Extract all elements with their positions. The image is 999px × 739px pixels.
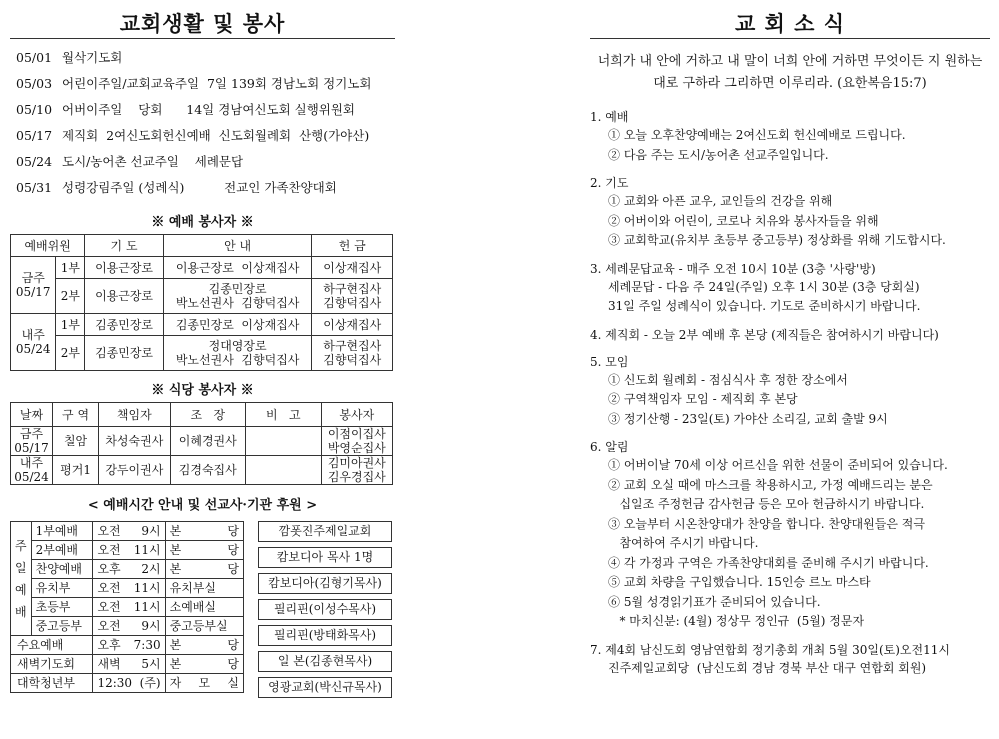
time-place-cell: 본 당 [165,560,243,579]
news-line: ② 다음 주는 도시/농어촌 선교주일입니다. [608,147,829,162]
schedule-text: 도시/농어촌 선교주일 세례문답 [62,154,244,169]
news-section-heading: 7. 제4회 남신도회 영남연합회 정기총회 개최 5월 30일(토)오전11시 [590,642,950,657]
time-time-cell: 12:30 (주) [93,674,165,693]
mission-support-list [258,521,392,703]
time-time-cell: 오전 9시 [93,522,165,541]
table-row [11,336,393,371]
area-cell: 칠암 [52,427,98,456]
news-section-heading: 3. 세례문답교육 - 매주 오전 10시 10분 (3층 '사랑'방) [590,261,876,276]
date-cell: 금주 05/17 [11,427,53,456]
usher-cell: 정대영장로 박노선권사 김향덕집사 [163,336,312,371]
church-life-title: 교회생활 및 봉사 [119,11,286,36]
time-name-cell: 1부예배 [31,522,93,541]
note-cell [246,427,322,456]
usher-cell: 이용근장로 이상재집사 [163,257,312,279]
news-section-heading: 2. 기도 [590,176,629,190]
time-time-cell: 새벽 5시 [93,655,165,674]
schedule-date: 05/17 [16,128,53,143]
service-cell: 2부 [56,279,85,314]
time-name-cell: 중고등부 [31,617,93,636]
news-line: ② 구역책임자 모임 - 제직회 후 본당 [608,392,798,406]
time-place-cell: 본 당 [165,655,243,674]
news-line: ① 오늘 오후찬양예배는 2여신도회 헌신예배로 드립니다. [608,128,906,142]
schedule-text: 성령강림주일 (성례식) 전교인 가족찬양대회 [62,180,337,195]
time-name-cell: 찬양예배 [31,560,93,579]
time-time-cell: 오전 11시 [93,579,165,598]
service-cell: 1부 [56,257,85,279]
church-news-title: 교 회 소 식 [734,11,846,36]
schedule-date: 05/31 [16,180,53,195]
service-cell: 1부 [56,314,85,336]
col-header: 날짜 [11,403,53,427]
prayer-cell: 이용근장로 [85,257,163,279]
table-row [11,257,393,279]
news-line: ① 어버이날 70세 이상 어르신을 위한 선물이 준비되어 있습니다. [608,458,948,472]
service-times-title: < 예배시간 안내 및 선교사·기관 후원 > [87,498,318,513]
scripture-verse: 너희가 내 안에 거하고 내 말이 너희 안에 거하면 무엇이든 지 원하는 대로 구하라 그리하면 이루리라. (요한복음15:7) [597,54,983,91]
news-line: ② 어버이와 어린이, 코로나 치유와 봉사자들을 위해 [608,213,879,228]
schedule-date: 05/03 [16,76,53,91]
schedule-text: 제직회 2여신도회헌신예배 신도회월례회 산행(가야산) [62,128,370,143]
week-cell: 금주 05/17 [11,257,56,314]
offering-cell: 이상재집사 [312,257,393,279]
schedule-row [10,97,395,123]
col-header: 봉사자 [321,403,392,427]
table-row [11,617,244,636]
col-header: 예배위원 [11,235,85,257]
prayer-cell: 김종민장로 [85,336,163,371]
news-section [590,641,990,679]
time-name-cell: 새벽기도회 [11,655,93,674]
news-section [590,438,990,632]
time-place-cell: 본 당 [165,541,243,560]
right-column [590,0,990,678]
time-name-cell: 수요예배 [11,636,93,655]
table-row [11,279,393,314]
news-section-heading: 4. 제직회 - 오늘 2부 예배 후 본당 (제직들은 참여하시기 바랍니다) [590,327,939,342]
support-item: 일 본(김종현목사) [258,651,392,672]
service-times-table [10,521,244,693]
sunday-worship-label: 주일예배 [15,538,27,619]
service-times-area [10,517,395,697]
news-line: 31일 주일 성례식이 있습니다. 기도로 준비하시기 바랍니다. [608,299,921,313]
news-line: ③ 정기산행 - 23일(토) 가야산 소리길, 교회 출발 9시 [608,411,888,426]
news-line: 십일조 주정헌금 감사헌금 등은 모아 헌금하시기 바랍니다. [608,497,925,511]
news-line: ③ 교회학교(유치부 초등부 중고등부) 정상화를 위해 기도합시다. [608,233,946,247]
news-line: 진주제일교회당 (남신도회 경남 경북 부산 대구 연합회 회원) [608,660,927,675]
news-line: ③ 오늘부터 시온찬양대가 찬양을 합니다. 찬양대원들은 적극 [608,516,925,531]
col-header: 헌 금 [312,235,393,257]
col-header: 안 내 [163,235,312,257]
offering-cell: 이상재집사 [312,314,393,336]
news-line: ① 교회와 아픈 교우, 교인들의 건강을 위해 [608,194,833,208]
time-place-cell: 유치부실 [165,579,243,598]
time-place-cell: 소예배실 [165,598,243,617]
table-header-row [11,235,393,257]
support-item: 필리핀(이성수목사) [258,599,392,620]
monthly-schedule [10,45,395,201]
news-section [590,326,990,344]
usher-cell: 김종민장로 박노선권사 김향덕집사 [163,279,312,314]
kitchen-volunteers-table [10,402,393,485]
col-header: 기 도 [85,235,163,257]
table-header-row [11,403,393,427]
schedule-row [10,123,395,149]
group-label-cell [11,522,32,636]
offering-cell: 하구현집사 김향덕집사 [312,336,393,371]
table-row [11,598,244,617]
time-name-cell: 유치부 [31,579,93,598]
table-row [11,314,393,336]
chief-cell: 김경숙집사 [170,456,246,485]
worship-volunteers-title: ※ 예배 봉사자 ※ [151,215,254,230]
leader-cell: 강두이권사 [99,456,170,485]
table-row [11,655,244,674]
support-item: 깜폿진주제일교회 [258,521,392,542]
schedule-row [10,71,395,97]
volunteers-cell: 이점이집사 박영순집사 [321,427,392,456]
area-cell: 평거1 [52,456,98,485]
schedule-row [10,175,395,201]
time-place-cell: 본 당 [165,522,243,541]
prayer-cell: 김종민장로 [85,314,163,336]
news-section [590,174,990,251]
news-section-heading: 6. 알림 [590,440,629,454]
support-item: 캄보디아(김형기목사) [258,573,392,594]
col-header: 비 고 [246,403,322,427]
support-item: 영광교회(박신규목사) [258,677,392,698]
leader-cell: 차성숙권사 [99,427,170,456]
time-name-cell: 2부예배 [31,541,93,560]
news-line: ⑥ 5월 성경읽기표가 준비되어 있습니다. [608,594,821,609]
news-section [590,108,990,165]
news-line: ① 신도회 월례회 - 점심식사 후 정한 장소에서 [608,372,848,387]
chief-cell: 이혜경권사 [170,427,246,456]
news-line: ② 교회 오실 때에 마스크를 착용하시고, 가정 예배드리는 분은 [608,477,933,492]
table-row [11,541,244,560]
support-item: 캄보디아 목사 1명 [258,547,392,568]
time-time-cell: 오후 7:30 [93,636,165,655]
left-column [10,0,395,697]
col-header: 구 역 [52,403,98,427]
time-time-cell: 오후 2시 [93,560,165,579]
time-place-cell: 자 모 실 [165,674,243,693]
schedule-row [10,45,395,71]
table-row [11,522,244,541]
news-line: ⑤ 교회 차량을 구입했습니다. 15인승 르노 마스타 [608,575,871,589]
news-line: ④ 각 가정과 구역은 가족찬양대회를 준비해 주시기 바랍니다. [608,555,929,570]
news-sections [590,108,990,678]
news-section-heading: 1. 예배 [590,110,629,124]
service-times-body [11,522,244,693]
title-rule [10,38,395,39]
schedule-row [10,149,395,175]
table-row [11,560,244,579]
time-name-cell: 초등부 [31,598,93,617]
table-row [11,456,393,485]
schedule-date: 05/24 [16,154,53,169]
col-header: 책임자 [99,403,170,427]
kitchen-volunteers-title: ※ 식당 봉사자 ※ [151,383,254,398]
support-item: 필리핀(방태화목사) [258,625,392,646]
time-place-cell: 중고등부실 [165,617,243,636]
usher-cell: 김종민장로 이상재집사 [163,314,312,336]
news-line: 세례문답 - 다음 주 24일(주일) 오후 1시 30분 (3층 당회실) [608,279,920,294]
offering-cell: 하구현집사 김향덕집사 [312,279,393,314]
time-place-cell: 본 당 [165,636,243,655]
schedule-date: 05/10 [16,102,53,117]
date-cell: 내주 05/24 [11,456,53,485]
schedule-date: 05/01 [16,50,53,65]
table-row [11,427,393,456]
table-row [11,579,244,598]
prayer-cell: 이용근장로 [85,279,163,314]
time-time-cell: 오전 11시 [93,598,165,617]
news-section [590,353,990,430]
table-row [11,674,244,693]
volunteers-cell: 김미아권사 김우경집사 [321,456,392,485]
time-time-cell: 오전 9시 [93,617,165,636]
title-rule [590,38,990,39]
schedule-text: 어버이주일 당회 14일 경남여신도회 실행위원회 [62,102,356,117]
schedule-text: 어린이주일/교회교육주일 7일 139회 경남노회 정기노회 [62,76,372,91]
news-section-heading: 5. 모임 [590,354,629,369]
schedule-text: 월삭기도회 [62,50,123,65]
news-line: * 마치신분: (4월) 정상무 정인규 (5월) 정문자 [608,614,865,628]
news-section [590,260,990,317]
week-cell: 내주 05/24 [11,314,56,371]
worship-volunteers-table [10,234,393,371]
table-row [11,636,244,655]
time-name-cell: 대학청년부 [11,674,93,693]
col-header: 조 장 [170,403,246,427]
news-line: 참여하여 주시기 바랍니다. [608,536,759,550]
service-cell: 2부 [56,336,85,371]
time-time-cell: 오전 11시 [93,541,165,560]
note-cell [246,456,322,485]
